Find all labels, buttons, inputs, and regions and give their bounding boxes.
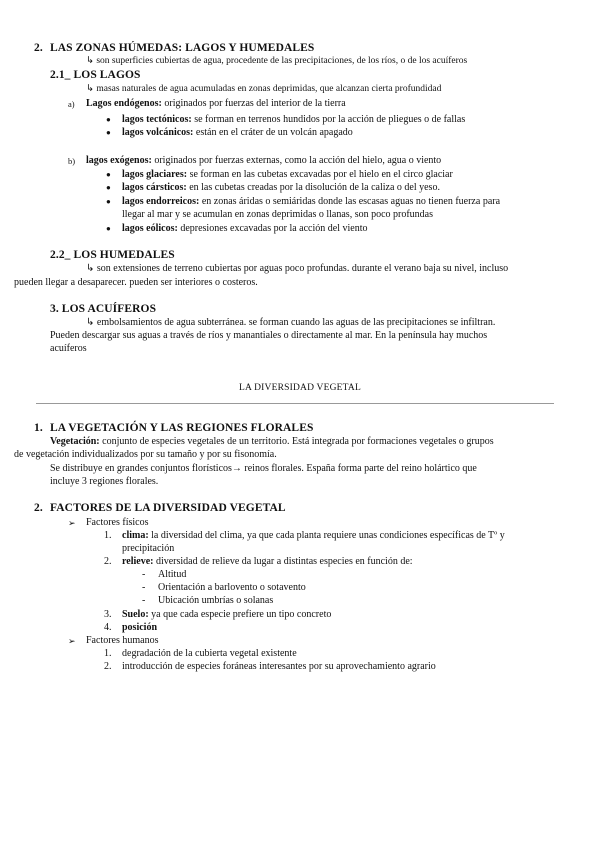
list-number: 2. [104,661,112,672]
page-title: LA DIVERSIDAD VEGETAL [238,383,361,393]
sub-item: Orientación a barlovento o sotavento [158,582,306,593]
paragraph-line: pueden llegar a desaparecer. pueden ser interiores o costeros. [14,277,258,288]
return-arrow-icon: ↳ [86,263,97,274]
list-item: lagos cársticos: en las cubetas creadas por la disolución de la caliza o del yeso. [122,182,440,193]
sub-item: Altitud [158,569,187,580]
paragraph-line: de vegetación individualizados por su tamaño y por su fisonomía. [14,449,277,460]
bullet-icon: ● [106,224,111,233]
return-arrow-icon: ↳ [86,56,97,66]
bullet-icon: ● [106,183,111,192]
list-item: lagos eólicos: depresiones excavadas por la acción del viento [122,223,368,234]
list-marker: b) [68,156,76,166]
paragraph-line: Pueden descargar sus aguas a través de ríos y manantiales o directamente al mar. En la península hay muchos [50,330,488,341]
paragraph-line: ↳ embolsamientos de agua subterránea. se forman cuando las aguas de las precipitaciones se infiltran. [86,317,496,328]
arrow-bullet-icon: ➢ [68,636,76,646]
list-item: lagos tectónicos: se forman en terrenos hundidos por la acción de pliegues o de fallas [122,114,466,125]
subsection-title: 2.1_ LOS LAGOS [50,69,141,81]
return-arrow-icon: ↳ [86,84,97,94]
list-number: 2. [104,556,112,567]
bullet-icon: ● [106,170,111,179]
list-item: Suelo: ya que cada especie prefiere un tipo concreto [122,609,332,620]
list-item: lagos endorreicos: en zonas áridas o semiáridas donde las escasas aguas no tienen fuerza para [122,196,501,207]
sub-item: Ubicación umbrías o solanas [158,595,274,606]
subsection-desc: ↳ masas naturales de agua acumuladas en zonas deprimidas, que alcanzan cierta profundidad [86,84,442,94]
list-item: introducción de especies foráneas interesantes por su aprovechamiento agrario [122,661,436,672]
list-item: clima: la diversidad del clima, ya que cada planta requiere unas condiciones específicas de Tº y [122,530,505,541]
dash-bullet: - [142,582,146,593]
list-item: lagos glaciares: se forman en las cubetas excavadas por el hielo en el circo glaciar [122,169,453,180]
dash-bullet: - [142,569,146,580]
list-heading: Factores humanos [86,635,159,646]
list-item: Lagos endógenos: originados por fuerzas del interior de la tierra [86,98,346,109]
list-item: lagos volcánicos: están en el cráter de un volcán apagado [122,127,353,138]
paragraph-line: ↳ son extensiones de terreno cubiertas por aguas poco profundas. durante el verano baja su nivel, incluso [86,263,509,274]
divider [36,403,554,404]
list-heading: Factores físicos [86,517,149,528]
list-item: degradación de la cubierta vegetal existente [122,648,297,659]
section-number: 2. [34,42,43,54]
section-title: LAS ZONAS HÚMEDAS: LAGOS Y HUMEDALES [50,42,315,54]
list-number: 1. [104,648,112,659]
list-item-continuation: precipitación [122,543,175,554]
list-number: 3. [104,609,112,620]
paragraph-line: incluye 3 regiones florales. [50,476,159,487]
section-number: 1. [34,422,43,434]
paragraph-line: acuíferos [50,343,87,354]
section-desc: ↳ son superficies cubiertas de agua, procedente de las precipitaciones, de los ríos, o de los acuíferos [86,56,468,66]
paragraph-line: Vegetación: conjunto de especies vegetales de un territorio. Está integrada por formaciones vegetales o grupos [50,436,494,447]
dash-bullet: - [142,595,146,606]
list-marker: a) [68,99,75,109]
arrow-bullet-icon: ➢ [68,518,76,528]
section-number: 2. [34,502,43,514]
section-title: FACTORES DE LA DIVERSIDAD VEGETAL [50,502,286,514]
section-title: 3. LOS ACUÍFEROS [50,303,157,315]
bullet-icon: ● [106,115,111,124]
return-arrow-icon: ↳ [86,317,97,328]
list-number: 1. [104,530,112,541]
list-item-continuation: llegar al mar y se acumulan en zonas deprimidas o llanas, son poco profundas [122,209,434,220]
list-item: lagos exógenos: originados por fuerzas externas, como la acción del hielo, agua o viento [86,155,442,166]
section-title: LA VEGETACIÓN Y LAS REGIONES FLORALES [50,422,314,434]
subsection-title: 2.2_ LOS HUMEDALES [50,249,175,261]
bullet-icon: ● [106,197,111,206]
list-item: relieve: diversidad de relieve da lugar a distintas especies en función de: [122,556,413,567]
bullet-icon: ● [106,128,111,137]
list-number: 4. [104,622,112,633]
paragraph-line: Se distribuye en grandes conjuntos florísticos→ reinos florales. España forma parte del reino holártico que [50,463,477,474]
list-item: posición [122,622,158,633]
